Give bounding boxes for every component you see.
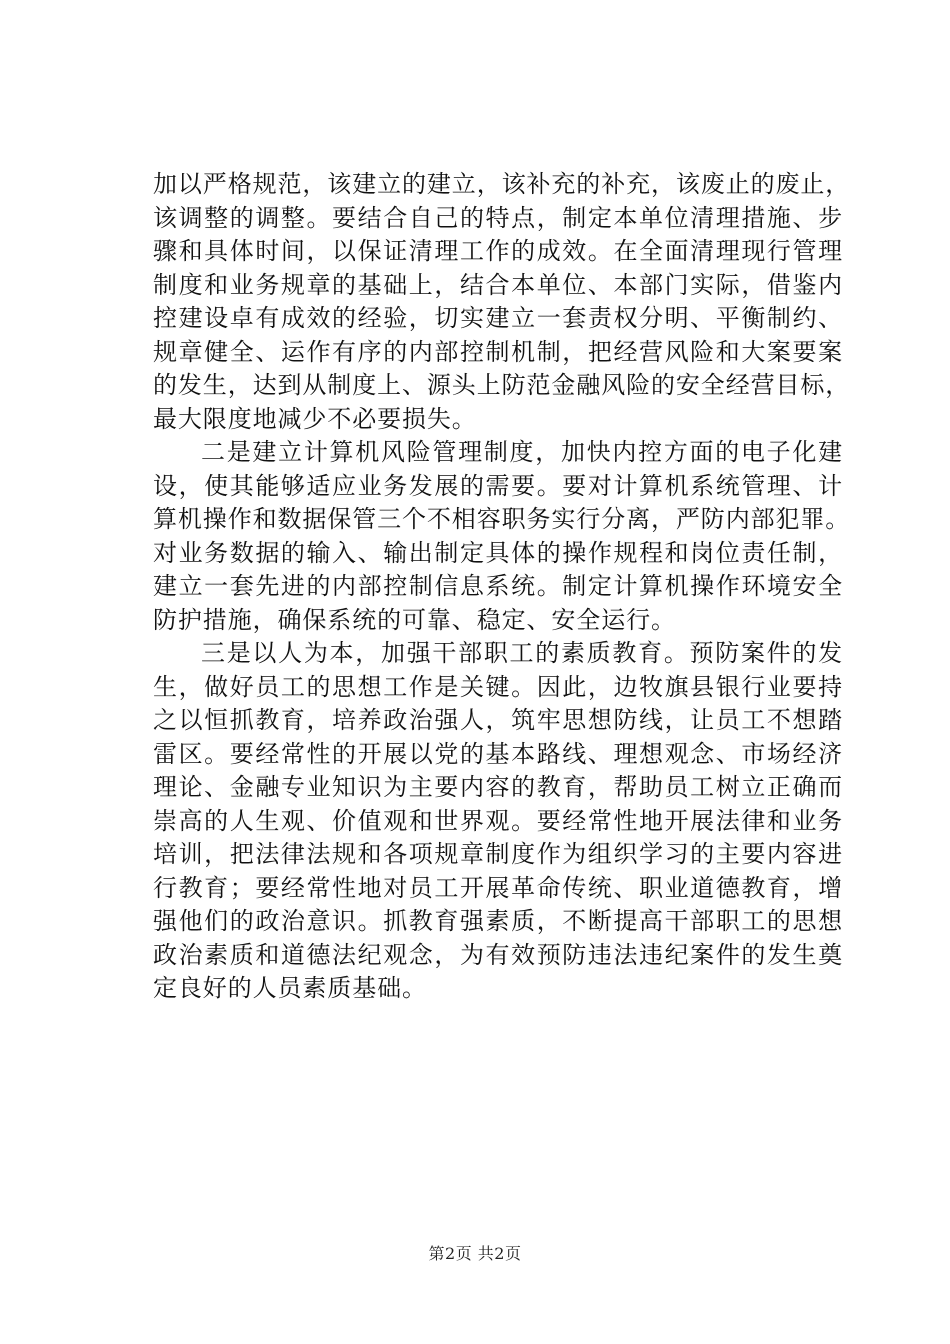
text-line: 规章健全、运作有序的内部控制机制，把经营风险和大案要案 — [153, 337, 843, 366]
text-line: 二是建立计算机风险管理制度，加快内控方面的电子化建 — [201, 438, 843, 466]
text-line: 控建设卓有成效的经验，切实建立一套责权分明、平衡制约、 — [153, 304, 843, 332]
text-line: 制度和业务规章的基础上，结合本单位、本部门实际，借鉴内 — [153, 270, 843, 299]
text-line: 三是以人为本，加强干部职工的素质教育。预防案件的发 — [201, 639, 843, 667]
text-line: 建立一套先进的内部控制信息系统。制定计算机操作环境安全 — [153, 572, 843, 600]
text-line: 培训，把法律法规和各项规章制度作为组织学习的主要内容进 — [153, 840, 843, 868]
text-line: 定良好的人员素质基础。 — [153, 974, 427, 1002]
text-line: 之以恒抓教育，培养政治强人，筑牢思想防线，让员工不想踏 — [153, 706, 843, 734]
text-line: 最大限度地减少不必要损失。 — [153, 404, 477, 433]
text-line: 雷区。要经常性的开展以党的基本路线、理想观念、市场经济 — [153, 739, 843, 768]
text-line: 崇高的人生观、价值观和世界观。要经常性地开展法律和业务 — [153, 806, 843, 835]
text-line: 对业务数据的输入、输出制定具体的操作规程和岗位责任制， — [153, 538, 843, 567]
text-line: 该调整的调整。要结合自己的特点，制定本单位清理措施、步 — [153, 203, 843, 232]
text-line: 加以严格规范，该建立的建立，该补充的补充，该废止的废止， — [153, 170, 851, 198]
text-line: 理论、金融专业知识为主要内容的教育，帮助员工树立正确而 — [153, 773, 843, 801]
text-line: 防护措施，确保系统的可靠、稳定、安全运行。 — [153, 605, 676, 634]
page-footer: 第2页 共2页 — [428, 1244, 522, 1263]
text-line: 设，使其能够适应业务发展的需要。要对计算机系统管理、计 — [153, 471, 843, 500]
document-body — [153, 168, 851, 1006]
text-line: 行教育；要经常性地对员工开展革命传统、职业道德教育，增 — [153, 873, 843, 902]
text-line: 生，做好员工的思想工作是关键。因此，边牧旗县银行业要持 — [153, 672, 843, 701]
text-line: 强他们的政治意识。抓教育强素质，不断提高干部职工的思想 — [153, 907, 843, 935]
text-line: 骤和具体时间，以保证清理工作的成效。在全面清理现行管理 — [153, 237, 843, 265]
text-line: 的发生，达到从制度上、源头上防范金融风险的安全经营目标， — [153, 371, 851, 399]
text-line: 算机操作和数据保管三个不相容职务实行分离，严防内部犯罪。 — [153, 505, 851, 533]
text-line: 政治素质和道德法纪观念，为有效预防违法违纪案件的发生奠 — [153, 940, 843, 969]
